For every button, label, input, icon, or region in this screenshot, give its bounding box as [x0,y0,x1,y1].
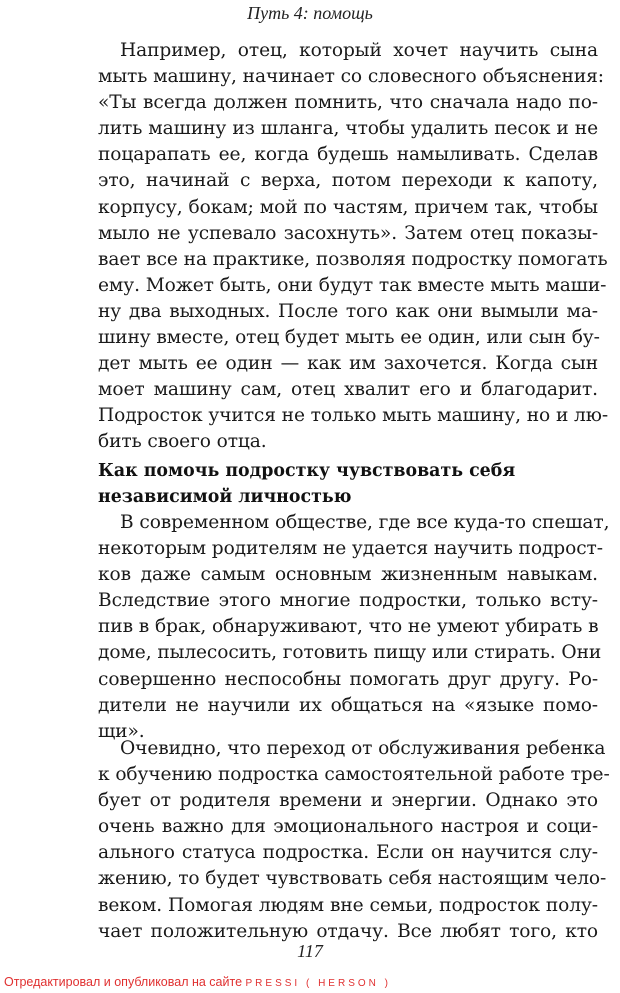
text-line: совершенно неспособны помогать друг другу. Ро- [98,668,598,690]
text-line: Подросток учится не только мыть машину, но и лю- [98,405,609,427]
text-line: В современном обществе, где все куда-то спешат, [120,512,610,533]
text-line: ну два выходных. После того как они вымыли ма- [98,300,598,322]
text-line: к обучению подростка самостоятельной работе тре- [98,764,610,786]
text-line: бует от родителя времени и энергии. Однако это [98,790,598,812]
text-line: вает все на практике, позволяя подростку помогать [98,248,608,270]
footer-credit [4,974,391,992]
text-line: щи». [98,720,145,742]
text-line: ков даже самым основным жизненным навыкам. [98,564,598,586]
paragraph-car-washing [98,38,609,456]
text-line: дители не научили их общаться на «языке помо- [98,694,598,716]
text-line: веком. Помогая людям вне семьи, подросток полу- [98,894,598,916]
paragraph-transition [98,736,610,945]
text-line: чает положительную отдачу. Все любят того, кто [98,920,598,942]
footer-credit-text: Отредактировал и опубликовал на сайте [4,975,243,989]
text-line: ему. Может быть, они будут так вместе мыть маши- [98,274,607,296]
text-line: поцарапать ее, когда будешь намыливать. Сделав [98,144,598,166]
page-number: 117 [297,941,323,961]
text-line: «Ты всегда должен помнить, что сначала надо по- [98,92,598,114]
text-line: очень важно для эмоционального настроя и соци- [98,816,598,838]
text-line: Очевидно, что переход от обслуживания ребенка [120,738,606,759]
heading-line: Как помочь подростку чувствовать себя [98,461,516,481]
text-line: жению, то будет чувствовать себя настоящим чело- [98,868,607,890]
text-line: дет мыть ее один — как им захочется. Когда сын [98,353,598,375]
section-heading [98,458,598,510]
text-line: это, начинай с верха, потом переходи к капоту, [98,170,598,192]
text-line: мыло не успевало засохнуть». Затем отец показы- [98,222,598,244]
text-line: доме, пылесосить, готовить пищу или стирать. Они [98,642,602,664]
text-line: шину вместе, отец будет мыть ее один, или сын бу- [98,327,600,349]
text-line: ального статуса подростка. Если он научится слу- [98,842,598,864]
text-line: пив в брак, обнаруживают, что не умеют убирать в [98,616,599,638]
text-line: бить своего отца. [98,431,267,453]
footer-credit-brand[interactable]: PRESSI ( HERSON ) [245,978,391,989]
text-line: Например, отец, который хочет научить сына [120,40,598,61]
text-line: корпусу, бокам; мой по частям, причем так, чтобы [98,196,598,218]
heading-line: независимой личностью [98,487,352,507]
paragraph-modern-society [98,510,610,745]
text-line: Вследствие этого многие подростки, только всту- [98,590,598,612]
text-line: некоторым родителям не удается научить подрост- [98,538,603,560]
text-line: моет машину сам, отец хвалит его и благодарит. [98,379,598,401]
running-head: Путь 4: помощь [247,3,373,23]
text-line: мыть машину, начинает со словесного объяснения: [98,66,604,88]
text-line: лить машину из шланга, чтобы удалить песок и не [98,118,598,140]
